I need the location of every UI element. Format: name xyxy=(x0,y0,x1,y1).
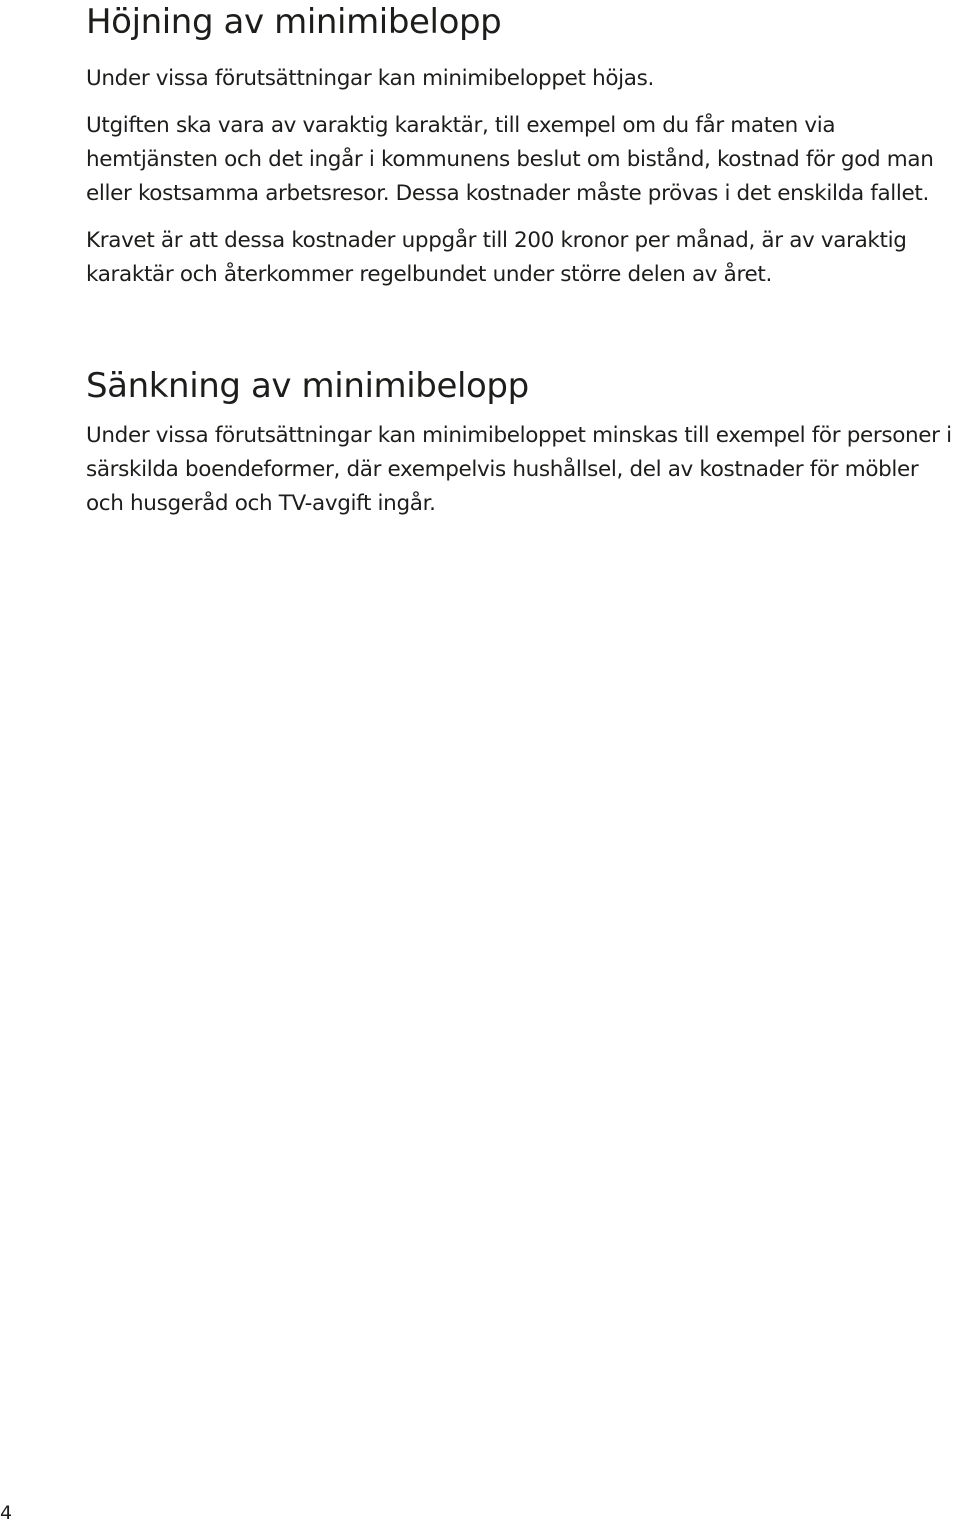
paragraph: Under vissa förutsättningar kan minimibeloppet minskas till exempel för personer i särskilda boendeformer, där exempelvis hushållsel, del av kostnader för möbler och husgeråd och TV-avgift ingår. xyxy=(86,423,952,516)
paragraph: Kravet är att dessa kostnader uppgår till 200 kronor per månad, är av varaktig karaktär och återkommer regelbundet under större delen av året. xyxy=(86,228,907,287)
section-hojning xyxy=(86,2,960,292)
document-body xyxy=(86,0,960,521)
page-number: 4 xyxy=(0,1502,13,1524)
paragraph: Under vissa förutsättningar kan minimibeloppet höjas. xyxy=(86,66,654,91)
section-heading: Sänkning av minimibelopp xyxy=(86,366,529,406)
paragraph: Utgiften ska vara av varaktig karaktär, till exempel om du får maten via hemtjänsten och det ingår i kommunens beslut om bistånd, kostnad för god man eller kostsamma arbetsresor. Dessa kostnader måste prövas i det enskilda fallet. xyxy=(86,113,934,206)
section-heading: Höjning av minimibelopp xyxy=(86,2,502,42)
section-sankning xyxy=(86,366,960,521)
